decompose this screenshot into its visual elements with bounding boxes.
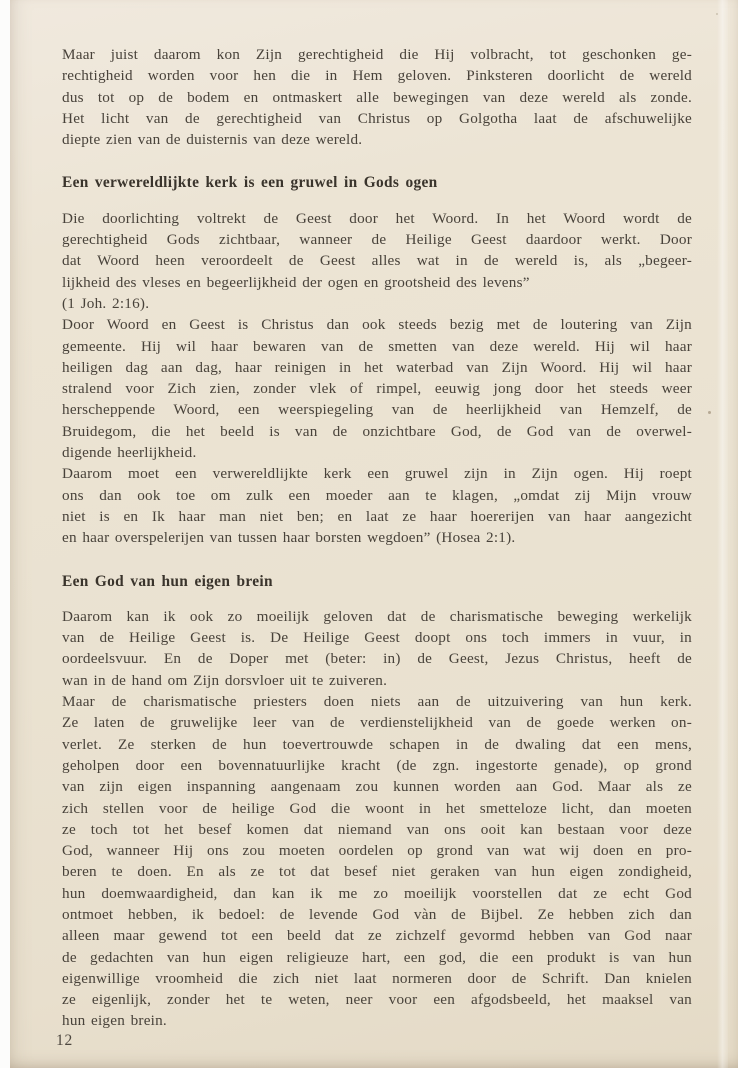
text-line: Ze laten de gruwelijke leer van de verdienstelijkheid van de goede werken on- — [62, 714, 692, 732]
text-line: rechtigheid worden voor hen die in Hem geloven. Pinksteren doorlicht de wereld — [62, 67, 692, 85]
heading-verwereldlijkte-kerk: Een verwereldlijkte kerk is een gruwel in Gods ogen — [62, 174, 438, 192]
text-line: Bruidegom, die het beeld is van de onzichtbare God, de God van de overwel- — [62, 422, 692, 440]
paragraph-charismatische-priesters — [62, 691, 692, 1032]
text-line: Die doorlichting voltrekt de Geest door het Woord. In het Woord wordt de — [62, 209, 692, 227]
text-line: Maar de charismatische priesters doen niets aan de uitzuivering van hun kerk. — [62, 693, 692, 711]
paper-speck — [716, 13, 718, 15]
text-line: Daarom kan ik ook zo moeilijk geloven dat de charismatische beweging werkelijk — [62, 607, 692, 625]
text-line: Daarom moet een verwereldlijkte kerk een gruwel zijn in Zijn ogen. Hij roept — [62, 465, 692, 483]
text-line: God, wanneer Hij ons zou moeten oordelen op grond van wat wij doen en pro- — [62, 842, 692, 860]
text-line: herscheppende Woord, een weerspiegeling van de heerlijkheid van Hemzelf, de — [62, 401, 692, 419]
text-line: ze toch tot het besef komen dat niemand van ons ooit kan bestaan voor deze — [62, 820, 692, 838]
text-line: wan in de hand om Zijn dorsvloer uit te zuiveren. — [62, 671, 388, 689]
text-line: digende heerlijkheid. — [62, 444, 197, 462]
text-line: Door Woord en Geest is Christus dan ook steeds bezig met de loutering van Zijn — [62, 316, 692, 334]
text-line: ze eigenlijk, zonder het te weten, neer voor een afgodsbeeld, het maaksel van — [62, 991, 692, 1009]
text-line: dat Woord heen veroordeelt de Geest alles wat in de wereld is, als „begeer- — [62, 252, 692, 270]
text-line: alleen maar gewend tot een beeld dat ze zichzelf gevormd hebben van God naar — [62, 927, 692, 945]
text-column — [62, 44, 692, 1032]
text-line: (1 Joh. 2:16). — [62, 294, 150, 312]
text-line: heiligen dag aan dag, haar reinigen in het waterbad van Zijn Woord. Hij wil haar — [62, 358, 692, 376]
text-line: zich stellen voor de heilige God die woont in het smetteloze licht, dan moeten — [62, 799, 692, 817]
text-line: hun doemwaardigheid, dan kan ik me zo moeilijk voorstellen dat ze echt God — [62, 884, 692, 902]
text-line: diepte zien van de duisternis van deze wereld. — [62, 131, 363, 149]
text-line: hun eigen brein. — [62, 1012, 167, 1030]
text-line: verlet. Ze sterken de hun toevertrouwde schapen in de dwaling dat een mens, — [62, 735, 692, 753]
text-line: geholpen door een bovennatuurlijke kracht (de zgn. ingestorte genade), op grond — [62, 756, 692, 774]
page-number: 12 — [56, 1032, 74, 1049]
text-line: eigenwillige vroomheid die zich niet laat normeren door de Schrift. Dan knielen — [62, 969, 692, 987]
paragraph-charismatische-beweging — [62, 606, 692, 691]
text-line: stralend voor Zich zien, zonder vlek of rimpel, eeuwig jong door het steeds weer — [62, 380, 692, 398]
text-line: ons dan ook toe om zulk een moeder aan te klagen, „omdat zij Mijn vrouw — [62, 486, 692, 504]
text-line: van zijn eigen inspanning aangenaam zou kunnen worden aan God. Maar als ze — [62, 778, 692, 796]
paragraph-pinksteren-doorlicht — [62, 44, 692, 150]
paragraph-doorlichting-geest — [62, 208, 692, 314]
text-line: lijkheid des vleses en begeerlijkheid der ogen en grootsheid des levens” — [62, 273, 530, 291]
text-line: oordeelsvuur. En de Doper met (beter: in) de Geest, Jezus Christus, heeft de — [62, 650, 692, 668]
text-line: niet is en Ik haar man niet ben; en laat ze haar hoererijen van haar aangezicht — [62, 507, 692, 525]
paragraph-gruwel-in-zijn-ogen — [62, 463, 692, 548]
text-line: de gedachten van hun eigen religieuze hart, een god, die een produkt is van hun — [62, 948, 692, 966]
text-line: Maar juist daarom kon Zijn gerechtigheid die Hij volbracht, tot geschonken ge- — [62, 46, 692, 63]
text-line: ontmoet hebben, ik bedoel: de levende God vàn de Bijbel. Ze hebben zich dan — [62, 905, 692, 923]
heading-god-eigen-brein: Een God van hun eigen brein — [62, 572, 273, 590]
paragraph-woord-en-geest — [62, 314, 692, 463]
text-line: beren te doen. En als ze tot dat besef niet geraken van hun eigen zondigheid, — [62, 863, 692, 881]
text-line: Het licht van de gerechtigheid van Christus op Golgotha laat de afschuwelijke — [62, 109, 692, 127]
text-line: van de Heilige Geest is. De Heilige Geest doopt ons toch immers in vuur, in — [62, 629, 692, 647]
page-paper — [10, 0, 738, 1068]
text-line: en haar overspelerijen van tussen haar borsten wegdoen” (Hosea 2:1). — [62, 529, 516, 547]
text-line: gemeente. Hij wil haar bewaren van de smetten van deze wereld. Hij wil haar — [62, 337, 692, 355]
text-line: gerechtigheid Gods zichtbaar, wanneer de Heilige Geest daardoor werkt. Door — [62, 231, 692, 249]
text-line: dus tot op de bodem en ontmaskert alle bewegingen van deze wereld als zonde. — [62, 88, 692, 106]
paper-speck — [708, 411, 711, 414]
